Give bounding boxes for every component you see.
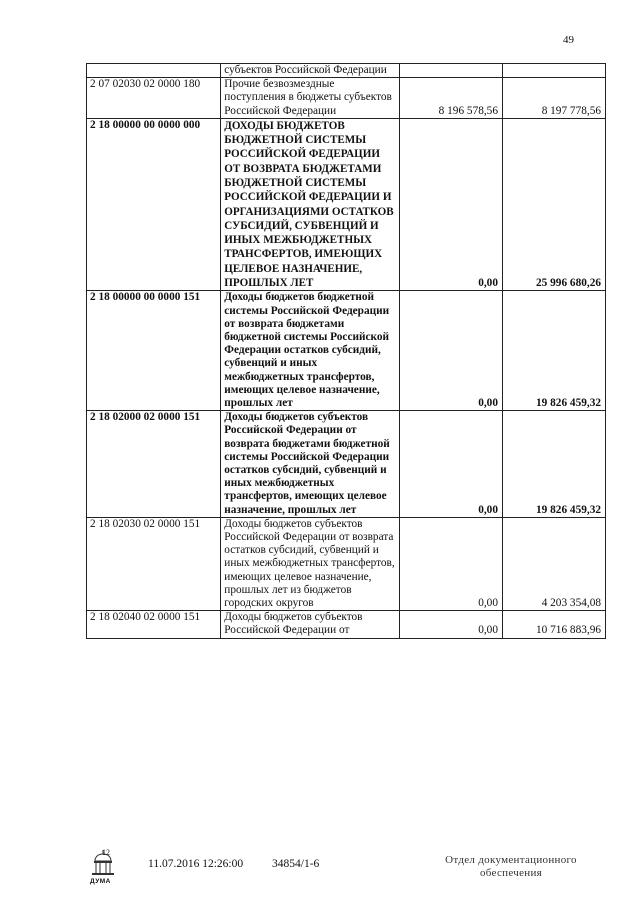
row-plan: 0,00 — [400, 611, 503, 638]
emblem-text: ДУМА — [90, 878, 111, 885]
stamp-datetime: 11.07.2016 12:26:00 — [148, 858, 244, 870]
row-plan: 0,00 — [400, 517, 503, 610]
row-fact: 4 203 354,08 — [502, 517, 605, 610]
page-number: 49 — [563, 34, 574, 46]
emblem-number: 12 — [102, 848, 110, 857]
stamp-doc-id: 34854/1-6 — [272, 858, 320, 870]
row-fact: 8 197 778,56 — [502, 78, 605, 119]
row-code: 2 18 00000 00 0000 000 — [87, 118, 221, 291]
row-name: Доходы бюджетов субъектов Российской Федерации от — [221, 611, 400, 638]
row-name: Доходы бюджетов бюджетной системы Российской Федерации от возврата бюджетами бюджетной системы Российской Федерации остатков субсидий, субвенций и иных межбюджетных трансфертов, имеющих целевое назначение, прошлых лет — [221, 291, 400, 411]
row-name: ДОХОДЫ БЮДЖЕТОВ БЮДЖЕТНОЙ СИСТЕМЫ РОССИЙСКОЙ ФЕДЕРАЦИИ ОТ ВОЗВРАТА БЮДЖЕТАМИ БЮДЖЕТНОЙ СИСТЕМЫ РОССИЙСКОЙ ФЕДЕРАЦИИ И ОРГАНИЗАЦИЯМИ ОСТАТКОВ СУБСИДИЙ, СУБВЕНЦИЙ И ИНЫХ МЕЖБЮДЖЕТНЫХ ТРАНСФЕРТОВ, ИМЕЮЩИХ ЦЕЛЕВОЕ НАЗНАЧЕНИЕ, ПРОШЛЫХ ЛЕТ — [221, 118, 400, 291]
row-plan: 0,00 — [400, 118, 503, 291]
row-plan: 8 196 578,56 — [400, 78, 503, 119]
row-fact — [502, 64, 605, 78]
table-row — [87, 78, 606, 119]
row-code: 2 07 02030 02 0000 180 — [87, 78, 221, 119]
table-row — [87, 411, 606, 518]
table-row — [87, 64, 606, 78]
table-row — [87, 517, 606, 610]
row-code — [87, 64, 221, 78]
row-fact: 25 996 680,26 — [502, 118, 605, 291]
table-row — [87, 118, 606, 291]
budget-table — [86, 63, 606, 639]
footer — [0, 848, 640, 898]
row-fact: 19 826 459,32 — [502, 411, 605, 518]
row-plan: 0,00 — [400, 291, 503, 411]
row-fact: 19 826 459,32 — [502, 291, 605, 411]
row-plan — [400, 64, 503, 78]
row-code: 2 18 02000 02 0000 151 — [87, 411, 221, 518]
row-name: Доходы бюджетов субъектов Российской Федерации от возврата бюджетами бюджетной системы Российской Федерации остатков субсидий, субвенций и иных межбюджетных трансфертов, имеющих целевое назначение, прошлых лет — [221, 411, 400, 518]
row-name: Доходы бюджетов субъектов Российской Федерации от возврата остатков субсидий, субвенций и иных межбюджетных трансфертов, имеющих целевое назначение, прошлых лет из бюджетов городских округов — [221, 517, 400, 610]
row-code: 2 18 02040 02 0000 151 — [87, 611, 221, 638]
row-fact: 10 716 883,96 — [502, 611, 605, 638]
row-code: 2 18 02030 02 0000 151 — [87, 517, 221, 610]
table-row — [87, 611, 606, 638]
row-name: субъектов Российской Федерации — [221, 64, 400, 78]
row-plan: 0,00 — [400, 411, 503, 518]
table-row — [87, 291, 606, 411]
row-name: Прочие безвозмездные поступления в бюджеты субъектов Российской Федерации — [221, 78, 400, 119]
row-code: 2 18 00000 00 0000 151 — [87, 291, 221, 411]
department-stamp: Отдел документационного обеспечения — [445, 854, 577, 879]
